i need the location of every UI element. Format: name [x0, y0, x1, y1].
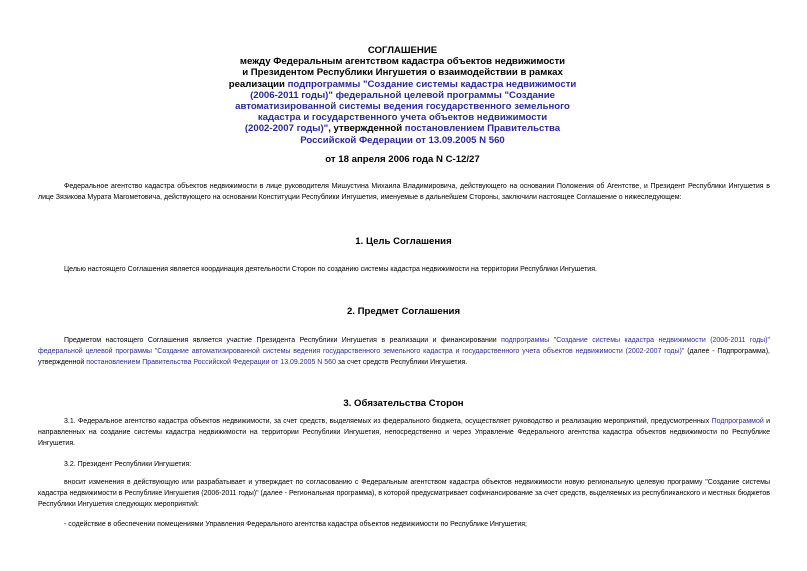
section3-text: вносит изменения в действующую или разрабатывает и утверждает по согласованию с Федеральным агентством кадастра объектов недвижимости новую региональную целевую программу "Создание системы кадастра недвижимости в Республике Ингушетия (2006-2011 годы)" (далее - Региональная программа), в которой предусматривает софинансирование за счет средств, выделяемых из республиканского и местных бюджетов Республики Ингушетия следующих мероприятий: [38, 479, 770, 508]
title-line [170, 79, 635, 90]
title-text: реализации [228, 78, 288, 90]
section3-text: 3.2. Президент Республики Ингушетия: [64, 461, 192, 468]
section3-text: 3.1. Федеральное агентство кадастра объектов недвижимости, за счет средств, выделяемых из федерального бюджета, осуществляет руководство и реализацию мероприятий, предусмотренных [64, 418, 712, 425]
section-heading: 1. Цель Соглашения [355, 236, 452, 247]
section3-paragraph-1 [38, 416, 770, 449]
section2-text: (далее - Подпрограмма), утвержденной [38, 348, 770, 366]
section1-paragraph [38, 264, 770, 275]
title-line: и Президентом Республики Ингушетия о взаимодействии в рамках [242, 67, 563, 79]
section3-paragraph-3 [38, 477, 770, 510]
section3-paragraph-4 [38, 519, 770, 530]
section-heading: 3. Обязательства Сторон [343, 398, 464, 409]
section2-text: за счет средств Республики Ингушетия. [335, 359, 468, 366]
intro-text: Федеральное агентство кадастра объектов недвижимости в лице руководителя Мишустина Михаила Владимировича, действующего на основании Положения об Агентстве, и Президент Республики Ингушетия в лице Зязикова Мурата Магометовича, действующего на основании Конституции Республики Ингушетия, именуемые в дальнейшем Стороны, заключили настоящее Соглашение о нижеследующем: [38, 183, 770, 201]
section2-text: Предметом настоящего Соглашения является участие Президента Республики Ингушетия в реализации и финансировании [64, 337, 502, 344]
subprogram-link[interactable]: (2002-2007 годы)" [244, 123, 329, 135]
subprogram-link[interactable]: (2006-2011 годы)" федеральной целевой программы "Создание [250, 89, 555, 101]
section3-text: - содействие в обеспечении помещениями Управления Федерального агентства кадастра объектов недвижимости по Республике Ингушетия; [64, 521, 527, 528]
title-text: , утвержденной [328, 123, 405, 135]
subprogram-link[interactable]: кадастра и государственного учета объектов недвижимости [257, 112, 548, 124]
intro-paragraph [38, 181, 770, 203]
resolution-link[interactable]: Российской Федерации от 13.09.2005 N 560 [300, 134, 505, 146]
section-heading: 2. Предмет Соглашения [346, 306, 461, 317]
title-line [170, 101, 635, 112]
document-title [170, 45, 635, 146]
title-line [170, 90, 635, 101]
subprogram-link[interactable]: Подпрограммой [711, 418, 764, 425]
resolution-link[interactable]: постановлением Правительства Российской Федерации от 13.09.2005 N 560 [86, 359, 336, 366]
section1-text: Целью настоящего Соглашения является координация деятельности Сторон по созданию системы кадастра недвижимости на территории Республики Ингушетия. [64, 266, 597, 273]
title-line: СОГЛАШЕНИЕ [367, 45, 438, 56]
subprogram-link[interactable]: подпрограммы "Создание системы кадастра недвижимости (2006-2011 годы)" федеральной целевой программы "Создание автоматизированной системы ведения государственного земельного кадастра и государственного учета объектов недвижимости (2002-2007 годы)" [38, 337, 770, 355]
section3-text: и направленных на создание системы кадастра недвижимости на территории Республики Ингушетия, непосредственно и через Управление Федерального агентства кадастра объектов недвижимости по Республике Ингушетия. [38, 418, 771, 447]
title-line [170, 135, 635, 146]
title-line [170, 123, 635, 134]
title-line [170, 112, 635, 123]
subprogram-link[interactable]: автоматизированной системы ведения государственного земельного [235, 101, 570, 113]
section3-paragraph-2 [38, 459, 770, 470]
section2-paragraph [38, 335, 770, 368]
title-line: между Федеральным агентством кадастра объектов недвижимости [239, 56, 566, 68]
subprogram-link[interactable]: подпрограммы "Создание системы кадастра недвижимости [287, 78, 577, 90]
document-number: от 18 апреля 2006 года N С-12/27 [325, 154, 480, 165]
resolution-link[interactable]: постановлением Правительства [404, 123, 561, 135]
